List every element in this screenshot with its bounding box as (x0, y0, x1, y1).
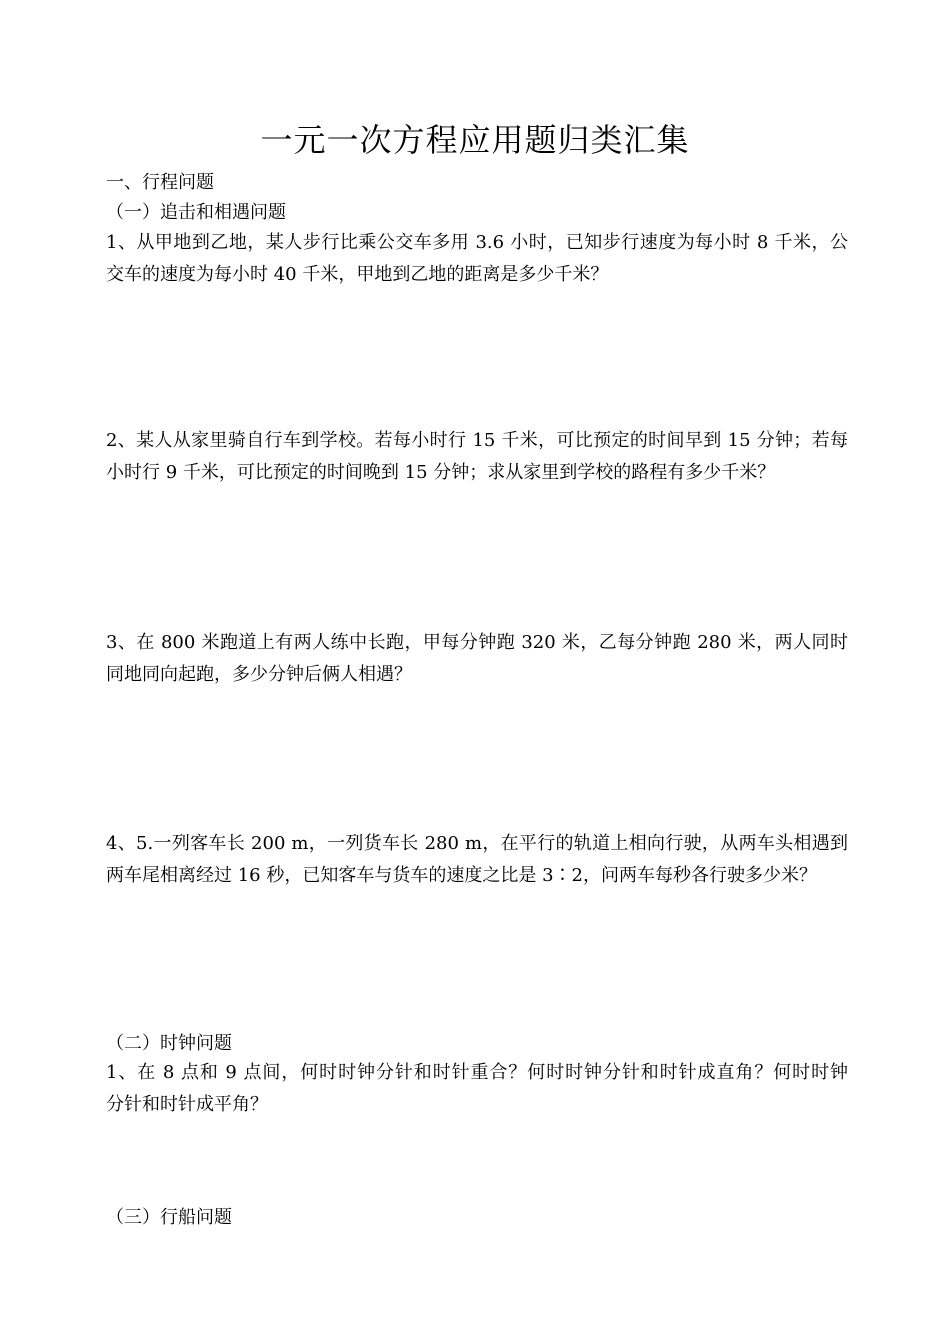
problem-line: 同地同向起跑，多少分钟后俩人相遇？ (106, 664, 412, 685)
problem-line: 分针和时针成平角？ (106, 1094, 268, 1115)
problem-line: 小时行 9 千米，可比预定的时间晚到 15 分钟；求从家里到学校的路程有多少千米？ (106, 462, 776, 483)
problem-line: 1、从甲地到乙地，某人步行比乘公交车多用 3.6 小时，已知步行速度为每小时 8 千米，公 (106, 232, 848, 253)
subsection-heading-clock: （二）时钟问题 (106, 1033, 232, 1054)
problem-1 (106, 227, 848, 291)
problem-line: 2、某人从家里骑自行车到学校。若每小时行 15 千米，可比预定的时间早到 15 分钟；若每 (106, 430, 848, 451)
problem-2 (106, 425, 848, 489)
problem-4 (106, 828, 848, 892)
document-title: 一元一次方程应用题归类汇集 (260, 121, 690, 159)
problem-line: 4、5.一列客车长 200 m，一列货车长 280 m，在平行的轨道上相向行驶，从两车头相遇到 (106, 833, 848, 854)
problem-line: 3、在 800 米跑道上有两人练中长跑，甲每分钟跑 320 米，乙每分钟跑 280 米，两人同时 (106, 632, 848, 653)
problem-line: 1、在 8 点和 9 点间，何时时钟分针和时针重合？何时时钟分针和时针成直角？何时时钟 (106, 1062, 848, 1083)
problem-clock-1 (106, 1057, 848, 1121)
section-heading-travel: 一、行程问题 (106, 172, 214, 193)
problem-line: 交车的速度为每小时 40 千米，甲地到乙地的距离是多少千米？ (106, 264, 609, 285)
problem-3 (106, 627, 848, 691)
subsection-heading-boat: （三）行船问题 (106, 1207, 232, 1228)
problem-line: 两车尾相离经过 16 秒，已知客车与货车的速度之比是 3∶2，问两车每秒各行驶多少米？ (106, 865, 817, 886)
subsection-heading-chase-meet: （一）追击和相遇问题 (106, 202, 286, 223)
